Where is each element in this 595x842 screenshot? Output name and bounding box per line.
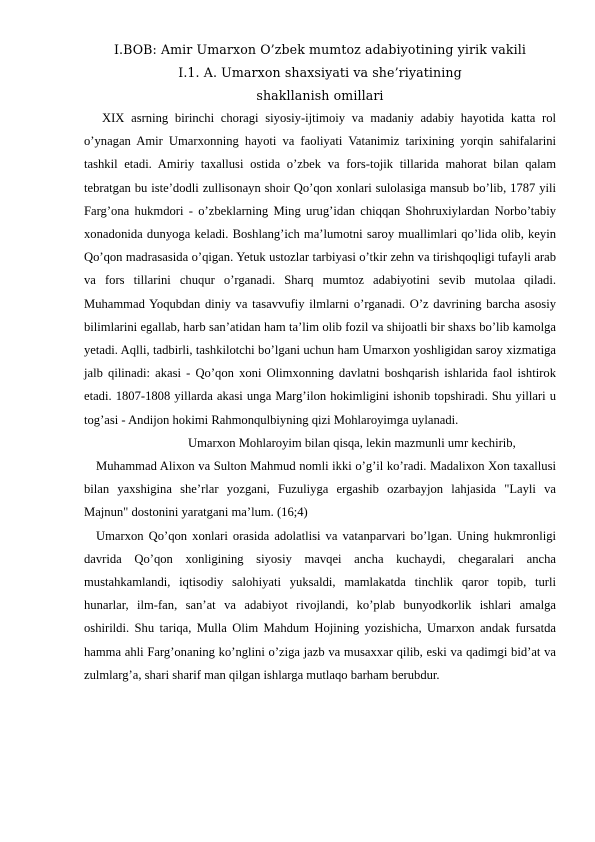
- paragraph-2: Muhammad Alixon va Sulton Mahmud nomli ikki o’g’il ko’radi. Madalixon Xon taxallusi bilan yaxshigina she’rlar yozgani, Fuzuliyga ergashib ozarbayjon lahjasida "Layli va Majnun" dostonini yaratgani ma’lum. (16;4): [84, 459, 556, 520]
- paragraph-1: XIX asrning birinchi choragi siyosiy-ijtimoiy va madaniy adabiy hayotida katta rol o’ynagan Amir Umarxonning hayoti va faoliyati Vatanimiz tarixining yorqin sahifalarini tashkil etadi. Amiriy taxallusi ostida o’zbek va fors-tojik tillarida mahorat bilan qalam tebratgan bu iste’dodli zullisonayn shoir Qo’qon xonlari sulolasiga mansub bo’lib, 1787 yili Farg’ona hukmdori - o’zbeklarning Ming urug’idan chiqqan Shohruxiylardan Norbo’tabiy xonadonida dunyoga keladi. Boshlang’ich ma’lumotni saroy muallimlari qo’lida olib, keyin Qo’qon madrasasida o’qigan. Yetuk ustozlar tarbiyasi o’tkir zehn va tirishqoqligi tufayli arab va fors tillarini chuqur o’rganadi. Sharq mumtoz adabiyotini sevib mutolaa qiladi. Muhammad Yoqubdan diniy va tasavvufiy ilmlarni o’rganadi. O’z davrining barcha asosiy bilimlarini egallab, harb san’atidan ham ta’lim olib fozil va shijoatli bir shaxs bo’lib kamolga yetadi. Aqlli, tadbirli, tashkilotchi bo’lgani uchun ham Umarxon yoshligidan saroy xizmatiga jalb qilinadi: akasi - Qo’qon xoni Olimxonning davlatni boshqarish ishlarida faol ishtirok etadi. 1807-1808 yillarda akasi unga Marg’ilon hokimligini ishonib topshiradi. Shu yillari u tog’asi - Andijon hokimi Rahmonqulbiyning qizi Mohlaroyimga uylanadi.: [84, 111, 556, 427]
- section-title-line-1: I.1. A. Umarxon shaxsiyati va she’riyatining: [178, 65, 462, 80]
- chapter-title: I.BOB: Amir Umarxon O’zbek mumtoz adabiyotining yirik vakili: [113, 42, 527, 57]
- paragraph-3: Umarxon Qo’qon xonlari orasida adolatlisi va vatanparvari bo’lgan. Uning hukmronligi davrida Qo’qon xonligining siyosiy mavqei ancha kuchaydi, chegaralari ancha mustahkamlandi, iqtisodiy salohiyati yuksaldi, mamlakatda tinchlik qaror topib, turli hunarlar, ilm-fan, san’at va adabiyot rivojlandi, ko’plab bunyodkorlik ishlari amalga oshirildi. Shu tariqa, Mulla Olim Mahdum Hojining yozishicha, Umarxon andak fursatda hamma ahli Farg’onaning ko’nglini o’ziga jazb va musaxxar qilib, eski va qadimgi bid’at va zulmlarg’a, shari sharif man qilgan ishlarga mutlaqo barham berubdur.: [84, 528, 556, 682]
- document-page: [84, 38, 556, 687]
- centered-line: Umarxon Mohlaroyim bilan qisqa, lekin mazmunli umr kechirib,: [188, 435, 516, 450]
- section-title-line-2: shakllanish omillari: [256, 88, 384, 103]
